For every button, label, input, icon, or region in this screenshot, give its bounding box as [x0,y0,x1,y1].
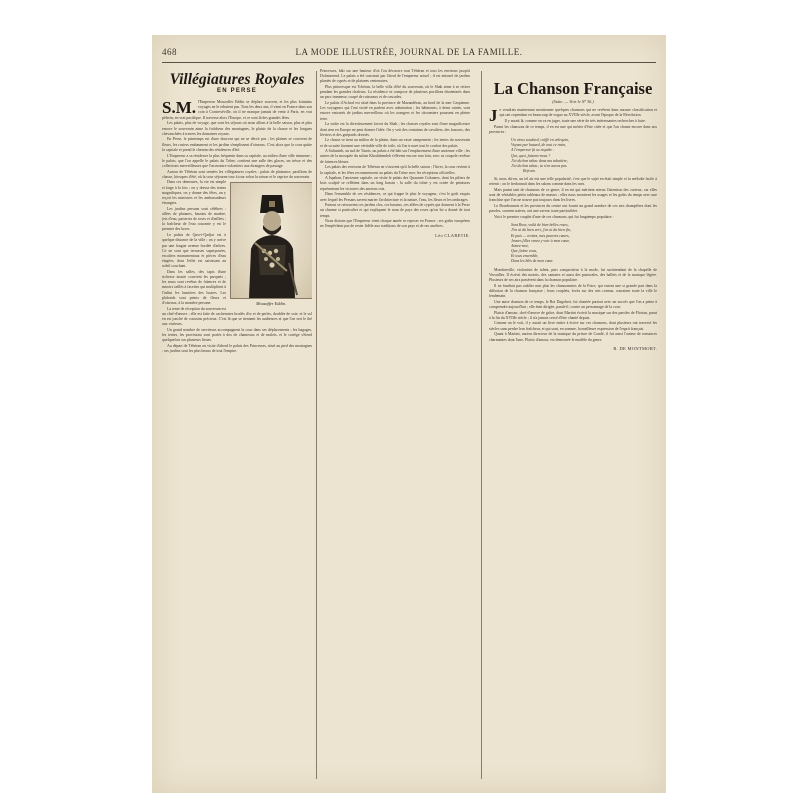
paragraph: La voûte est la divertissement favori du Shah ; les chasses royales sont d'une magnificence dont rien en Europe ne peut donner l'idée. On y voit des centaines de cavaliers, des faucons, des lévriers et des guépards dressés. [320,122,470,137]
verse-line: A l'empereur fit sa requête : [511,148,555,153]
page-number: 468 [162,47,177,57]
drop-cap: S.M. [162,98,196,118]
verse-line: J'en ai du bien vert, j'en ai du bien fin, [511,228,571,233]
verse-line: Et puis — trottez, mes pauvres cœurs, [511,233,570,238]
verse-line: Que j'aime vous, [511,249,538,254]
intro-paragraph: e voudrais maintenant mentionner quelques chansons qui ne revêtent dans aucune classification et qui ont cependant eu beaucoup de vogue au XVIIIe siècle, avant l'époque de la Révolution. [499,108,657,118]
paragraph: Les palais, plus de voyage, que sont les séjours où nous allons à la belle saison, plus et plus encore le souverain aime la fraîcheur des montagnes, le plaisir de la chasse et les longues chevauchées à travers les domaines royaux. [162,121,312,136]
song-verse [511,138,657,174]
portrait-caption: Mouzaffer Eddin. [255,301,287,307]
paragraph: Mais parmi tant de chansons de ce genre, il en est qui méritent mieux l'attention des curieux, car elles sont de véritables petits tableaux de mœurs ; elles nous montrent les usages et les goûts du temps avec une franchise que l'on ne trouve pas toujours dans les livres. [489,188,657,203]
verse-line: J'ai du bon tabac, tu n'en auras pas. [511,163,568,168]
drop-cap: J [489,106,498,126]
paragraph: Princesses, bâti sur une hauteur d'où l'on découvre tout Téhéran et tous les environs jusqu'à Doûmavend. Le palais a été construit par l'aïeul de l'empereur actuel ; il est entouré de jardins plantés de cyprès et de platanes centenaires. [320,69,470,84]
paragraph: A Ispahan, l'ancienne capitale, on visite le palais des Quarante Colonnes, dont les piliers de bois sculpté se reflètent dans un long bassin ; la salle du trône y est ornée de peintures représentant les victoires des anciens rois. [320,176,470,191]
paragraph: Quant à Martini, ancien directeur de la musique du prince de Condé, il fut aussi l'auteur de romances charmantes dont l'une, Plaisir d'amour, est demeurée le modèle du genre. [489,332,657,342]
paragraph: Au départ de Téhéran on visite d'abord le palais des Princesses, situé au pied des montagnes ; ses jardins sont les plus beaux de tout l'empire. [162,343,312,354]
paragraph: Le chasse se tient au milieu de la plaine, dans un vaste campement ; les tentes du souverain et de sa suite forment une véritable ville de toile, où l'on trouve tout le confort des palais. [320,138,470,148]
author-signature: R. DE MONTMORT. [613,345,657,351]
paragraph: Voici le premier couplet d'une de ces chansons, qui fut longtemps populaire : [494,215,614,220]
paragraph: A Sultanieh, au sud de Tauris, un palais a été bâti sur l'emplacement d'une ancienne ville ; les ruines de la mosquée du sultan Khodabendeh s'élèvent encore non loin, avec sa coupole revêtue de faïences bleues. [320,149,470,164]
paragraph: Le Bourbonnais et les provinces du centre ont fourni un grand nombre de ces airs champêtres dont les paroles, souvent naïves, ont une saveur toute particulière. [489,204,657,214]
column-divider [316,71,317,779]
verse-line: Aimez-moi, [511,243,529,248]
paragraph: Il ne faudrait pas oublier non plus les chansonniers de la Foire, qui eurent une si grande part dans la diffusion de la chanson française ; leurs couplets, écrits sur des airs connus, couraient toute la ville le lendemain. [489,283,657,298]
verse-line: Sont Rose, voilà de bien belles roses, [511,223,569,228]
magazine-page [152,35,666,793]
article-villegiatures-continued-column [320,69,470,781]
article-title: Villégiatures Royales [169,71,305,88]
paragraph: Plaisir d'amour, chef-d'œuvre de grâce, dont Martini écrivit la musique sur des paroles de Florian, parut à la fin du XVIIIe siècle ; il n'a jamais cessé d'être chanté depuis. [489,310,657,320]
verse-line: Jeunes filles venez y voir à mon cœur, [511,238,570,243]
paragraph: Comme on le voit, il y aurait un livre entier à écrire sur ces chansons, dont plusieurs ont traversé les siècles sans perdre leur fraîcheur, et qui sont, en somme, la meilleure expression de l'esprit français. [489,321,657,331]
paragraph: Mondonville, violoniste de talent, puis compositeur à la mode, fut surintendant de la chapelle de Versailles. Il écrivit des motets, des cantates et aussi des pastorales, des ballets et de la musique légère. Plusieurs de ses airs passèrent dans la chanson populaire. [489,267,657,282]
article-villegiatures-column [162,69,312,781]
paragraph: Plus pittoresque est Tchéran, la belle villa d'été du souverain, où le Shah aime à se retirer pendant les grandes chaleurs. La résidence se compose de plusieurs pavillons disséminés dans un parc immense, coupé de ruisseaux et de cascades. [320,85,470,100]
verse-line: Voyant par hasard, de tout ce train, [511,143,567,148]
verse-line: J'ai du bon tabac dans ma tabatière, [511,158,568,163]
paragraph: Le palais de Qasr-i-Qadjar est à quelque distance de la ville ; on y arrive par une longue avenue bordée d'arbres. Ce ne sont que terrasses superposées, escaliers monumentaux et pièces d'eau étagées, dont l'effet est saisissant au soleil couchant. [162,233,226,269]
article-chanson-column [489,69,657,781]
paragraph: Autour de Téhéran sont semées les villégiatures royales : palais de plaisance, pavillons de chasse, kiosques d'été, où la cour séjourne tour à tour selon la saison et le caprice du souverain. [162,169,312,179]
paragraph: Il y aurait là, comme on va en juger, toute une série de très intéressantes recherches à faire. [504,119,646,124]
paragraph: Les palais des environs de Téhéran ne s'ouvrent qu'à la belle saison ; l'hiver, la cour revient à la capitale, et les fêtes recommencent au palais du Trône avec les réceptions officielles. [320,165,470,175]
paragraph: L'Empereur a sa résidence la plus fréquente dans sa capitale, au milieu d'une ville immense ; le palais, que l'on appelle le palais du Trône, contient une salle des glaces, un trésor et des collections merveilleuses que l'on montre volontiers aux étrangers de passage. [162,153,312,168]
paragraph: Le palais d'Achraf est situé dans la province de Mazandéran, au bord de la mer Caspienne. Les voyageurs qui l'ont visité en parlent avec admiration ; les bâtiments, à demi ruinés, sont encore entourés de jardins merveilleux où les orangers et les citronniers poussent en pleine terre. [320,101,470,121]
header-rule [162,62,656,63]
journal-title: LA MODE ILLUSTRÉE, JOURNAL DE LA FAMILLE. [295,47,523,57]
paragraph: Dans ces demeures, la vie est simple et large à la fois ; on y dresse des tentes magnifiques, on y donne des fêtes, on y reçoit les ministres et les ambassadeurs étrangers. [162,180,226,206]
column-divider [481,71,482,779]
article-title: La Chanson Française [493,79,653,98]
article-subtitle: (Suite. — Voir le Nº 36.) [552,99,594,104]
paragraph: Une autre chanson de ce temps, le Roi Dagobert, fut chantée partout avec un succès que l'on a peine à comprendre aujourd'hui ; elle était dirigée, paraît-il, contre un personnage de la cour. [489,299,657,309]
paragraph: Parmi les chansons de ce temps, il en est une qui mérite d'être citée et que l'on chante encore dans nos provinces : [489,124,657,134]
paragraph: Dans les salles, des tapis d'une richesse inouïe couvrent les parquets ; les murs sont revêtus de faïences et de miroirs taillés à facettes qui multiplient à l'infini les lumières des lustres. Les plafonds sont peints de fleurs et d'oiseaux, à la manière persane. [162,269,226,305]
paragraph: Partout se retrouvent ces jardins clos, ces bassins, ces allées de cyprès qui donnent à la Perse un charme si particulier et qui expliquent le nom de pays des roses qu'on lui a donné de tout temps. [320,203,470,218]
paragraph: En Perse, le printemps est d'une douceur qui ne se décrit pas ; les plaines se couvrent de fleurs, les rosiers embaument et les jardins s'emplissent d'oiseaux. C'est alors que la cour quitte la capitale et prend le chemin des résidences d'été. [162,137,312,152]
paragraph: Nous disions que l'Empereur vient chaque année se reposer en France ; ses goûts européens ne l'empêchent pas de rester fidèle aux traditions de son pays et de ses ancêtres. [320,219,470,229]
verse-line: Dans les blés de mon cœur. [511,259,554,264]
running-head [162,47,656,61]
verse-line: Qui, quoi, faisons-nous ? [511,153,551,158]
emperor-portrait-image [230,182,312,299]
refrain-label: Refrain. [523,169,536,174]
intro-paragraph: l'Empereur Mouzaffer Eddin se déplace souvent, et les plus lointains voyages ne le rebutent pas. Tous les deux ans, il vient en France dans son coin à Contrexéville, où il ne manque jamais de venir à Paris, en vrai pèlerin, en vrai pacifique. Il traverse alors l'Europe, et ce sont là des grandes fêtes. [162,100,312,120]
paragraph: La tente de réception du souverain est un chef-d'œuvre ; elle est faite de cachemires brodés d'or et de perles, doublée de soie, et le sol en est jonché de coussins précieux. C'est là que se tiennent les audiences et que l'on sert le thé aux visiteurs. [162,306,312,327]
verse-line: Et tous ensemble, [511,254,539,259]
portrait-figure [230,182,312,306]
article-subtitle: EN PERSE [217,88,257,94]
paragraph: Les jardins persans sont célèbres : allées de platanes, bassins de marbre, jets d'eau, parterres de roses et d'œillets ; la fraîcheur de l'eau courante y est le premier des luxes. [162,206,226,232]
song-verse [511,223,657,264]
paragraph: Dans l'ensemble de ces résidences, ce qui frappe le plus le voyageur, c'est le goût exquis avec lequel les Persans savent marier l'architecture et la nature, l'eau, les fleurs et les ombrages. [320,192,470,202]
author-signature: Léo CLARETIE. [435,232,470,238]
paragraph: Un grand nombre de serviteurs accompagnent la cour dans ses déplacements ; les bagages, les tentes, les provisions sont portés à dos de chameaux et de mulets, et le cortège s'étend quelquefois sur plusieurs lieues. [162,327,312,343]
paragraph: Si, nous dit-on, un tel air eut une telle popularité, c'est que le sujet en était simple et la mélodie facile à retenir ; on le fredonnait dans les salons comme dans les rues. [489,177,657,187]
verse-line: Un vieux soudard, coiffé en arlequin, [511,138,569,143]
